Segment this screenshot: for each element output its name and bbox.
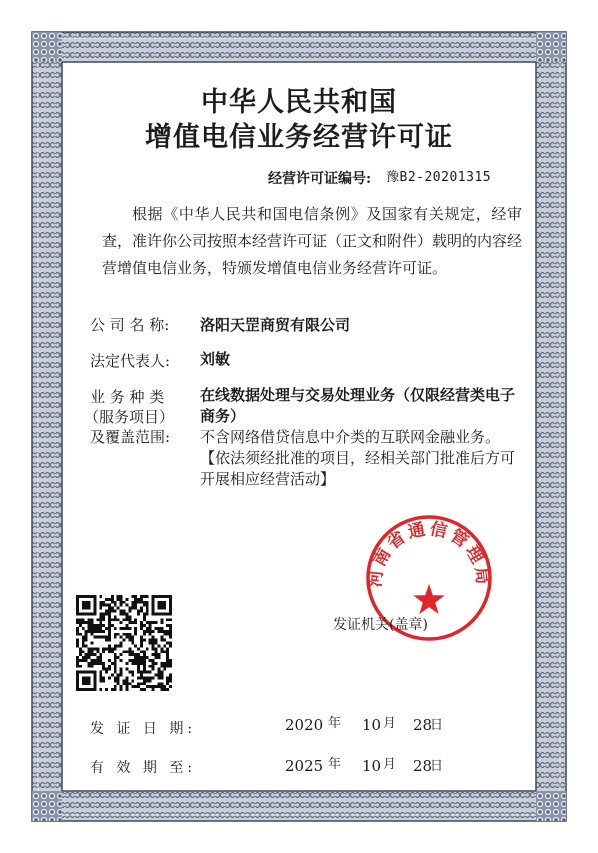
year-unit: 年: [328, 716, 342, 731]
qr-code: [76, 595, 172, 691]
business-scope: [200, 385, 520, 490]
company-name-label: 公 司 名 称:: [90, 316, 170, 334]
seal-star-icon: [413, 584, 444, 614]
svg-text:河南省通信管理局: [365, 518, 492, 588]
month-unit: 月: [383, 716, 397, 731]
issuing-authority-label: 发证机关(盖章): [333, 617, 428, 633]
seal-text: 河南省通信管理局: [365, 519, 493, 589]
company-name: 洛阳天罡商贸有限公司: [200, 316, 351, 334]
issue-date-label: 发 证 日 期:: [90, 721, 197, 737]
expiry-month: 10: [362, 757, 382, 775]
expiry-day: 28: [413, 757, 433, 775]
year-unit: 年: [328, 757, 342, 772]
legal-rep-label: 法定代表人:: [90, 352, 171, 370]
license-number-label: 经营许可证编号:: [268, 171, 372, 187]
issue-year: 2020: [285, 716, 324, 734]
preamble-text: 根据《中华人民共和国电信条例》及国家有关规定，经审查，准许你公司按照本经营许可证（正文和附件）载明的内容经营增值电信业务，特颁发增值电信业务经营许可证。: [102, 205, 523, 277]
day-unit: 日: [430, 759, 444, 774]
scope-note: 不含网络借贷信息中介类的互联网金融业务。【依法须经批准的项目，经相关部门批准后方可开展相应经营活动】: [200, 428, 516, 488]
issue-month: 10: [362, 716, 382, 734]
day-unit: 日: [430, 718, 444, 733]
legal-rep-name: 刘敏: [200, 350, 231, 368]
scope-label-line-2: （服务项目）: [84, 408, 175, 426]
month-unit: 月: [383, 757, 397, 772]
scope-label-line-3: 及覆盖范围:: [90, 428, 171, 446]
issue-day: 28: [413, 716, 433, 734]
expiry-year: 2025: [285, 757, 324, 775]
expiry-date-label: 有 效 期 至:: [90, 760, 197, 776]
scope-main: 在线数据处理与交易处理业务（仅限经营类电子商务）: [200, 386, 516, 425]
title-line-1: 中华人民共和国: [201, 87, 397, 118]
title-line-2: 增值电信业务经营许可证: [145, 122, 453, 153]
scope-label-line-1: 业 务 种 类: [90, 388, 165, 406]
license-number: 豫B2-20201315: [386, 170, 492, 185]
